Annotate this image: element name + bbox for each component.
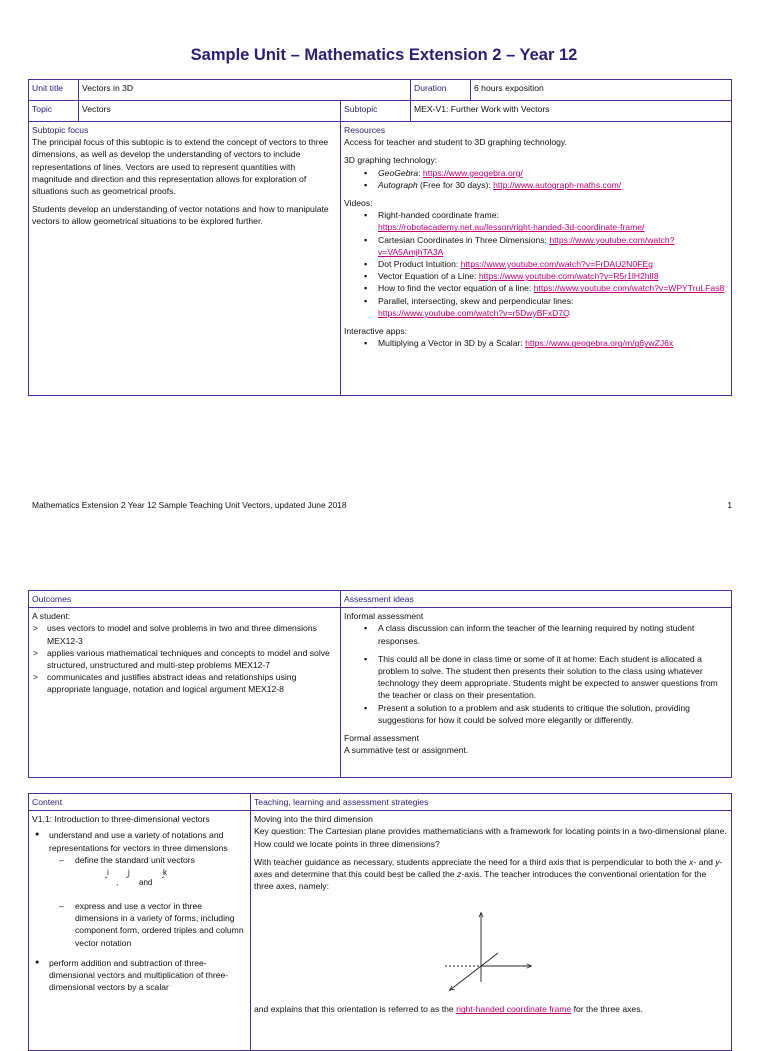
content-sub-1: define the standard unit vectors: [75, 854, 195, 865]
topic-label: Topic: [29, 101, 79, 122]
list-item: [344, 270, 728, 282]
content-section-title: V1.1: Introduction to three-dimensional vectors: [32, 814, 210, 825]
page-footer: [32, 500, 732, 510]
list-item: ▪ A class discussion can inform the teacher of the learning required by noting student responses.: [344, 622, 728, 646]
apps-heading: Interactive apps:: [344, 326, 408, 337]
focus-paragraph-1: The principal focus of this subtopic is to extend the concept of vectors to three dimensions, as well as develop the understanding of vectors to include representations of lines. Vectors are used to represent quantities with magnitude and direction and this representation allows for exploration of situations such as geometrical proofs.: [32, 137, 329, 197]
strategies-heading: Teaching, learning and assessment strategies: [251, 794, 732, 811]
video-label: How to find the vector equation of a line:: [378, 283, 534, 294]
closing-part-a: and explains that this orientation is referred to as the: [254, 1004, 457, 1015]
duration-value: 6 hours exposition: [471, 80, 732, 101]
video-link[interactable]: https://www.youtube.com/watch?v=VA5AmjhTA3A: [378, 234, 675, 257]
unit-title-label: Unit title: [29, 80, 79, 101]
video-link[interactable]: https://www.youtube.com/watch?v=r5DwyBFxD7Q: [378, 307, 570, 318]
graphing-heading: 3D graphing technology:: [344, 155, 438, 166]
list-item: > uses vectors to model and solve problems in two and three dimensions MEX12-3: [32, 622, 337, 646]
informal-list: [344, 622, 728, 726]
list-item: [344, 258, 728, 270]
list-item: ▪ Present a solution to a problem and ask students to critique the solution, providing suggestions for how it could be solved more elegantly or differently.: [344, 702, 728, 726]
list-item: ● perform addition and subtraction of three-dimensional vectors and multiplication of three-dimensional vectors by a scalar: [32, 957, 247, 994]
hat-mark: ˆ: [162, 876, 165, 886]
video-link[interactable]: https://www.youtube.com/watch?v=R5r1lH2hlI8: [478, 271, 659, 282]
document-title: Sample Unit – Mathematics Extension 2 – Year 12: [190, 46, 578, 64]
content-bullet-1: understand and use a variety of notations and representations for vectors in three dimensions: [49, 830, 228, 853]
axes-diagram: [443, 910, 533, 1000]
video-label: Parallel, intersecting, skew and perpendicular lines:: [378, 295, 574, 306]
unit-overview-table: [28, 79, 732, 396]
strategies-sub-heading: Moving into the third dimension: [254, 814, 373, 825]
key-question: Key question: The Cartesian plane provides mathematicians with a framework for locating points in a two-dimensional plane. How could we locate points in three dimensions?: [254, 826, 727, 849]
page-number: 1: [727, 500, 732, 510]
videos-heading: Videos:: [344, 198, 373, 209]
list-item: [344, 179, 728, 191]
informal-heading: Informal assessment: [344, 611, 424, 622]
focus-paragraph-2: Students develop an understanding of vector notations and how to manipulate vectors to allow geometrical situations to be explored further.: [32, 204, 329, 227]
assessment-heading: Assessment ideas: [341, 591, 732, 608]
list-item: [344, 337, 728, 349]
autograph-link[interactable]: http://www.autograph-maths.com/: [493, 179, 622, 190]
graphing-list: [344, 167, 728, 191]
outcomes-intro: A student:: [32, 611, 71, 622]
x-variable: x: [689, 856, 694, 867]
para-part-a: With teacher guidance as necessary, students appreciate the need for a third axis that is perpendicular to both the: [254, 856, 690, 867]
formal-heading: Formal assessment: [344, 733, 419, 744]
list-item: – express and use a vector in three dimensions in a variety of forms, including component form, ordered triples and column vector notation: [49, 900, 247, 949]
unit-vectors: [105, 866, 247, 900]
outcomes-cell: [29, 608, 341, 778]
video-label: Vector Equation of a Line:: [378, 271, 479, 282]
y-variable: y: [715, 856, 720, 867]
and-text: and: [139, 878, 153, 888]
list-item: [49, 854, 247, 900]
list-item: [344, 282, 728, 294]
outcomes-heading: Outcomes: [29, 591, 341, 608]
resources-heading: Resources: [344, 125, 386, 135]
content-list: [32, 829, 247, 993]
closing-part-b: for the three axes.: [571, 1004, 643, 1015]
para-part-b: - and: [693, 856, 716, 867]
content-cell: [29, 811, 251, 1051]
footer-text: Mathematics Extension 2 Year 12 Sample Teaching Unit Vectors, updated June 2018: [32, 500, 347, 510]
unit-vector-j: j: [128, 868, 130, 878]
content-sublist: [49, 854, 247, 949]
subtopic-focus-cell: [29, 122, 341, 396]
video-link[interactable]: https://www.youtube.com/watch?v=FrDAU2N0FEg: [460, 259, 653, 270]
unit-vector-i: i: [107, 868, 109, 878]
list-item: [344, 234, 728, 258]
video-label: Dot Product Intuition:: [378, 259, 461, 270]
geogebra-link[interactable]: https://www.geogebra.org/: [422, 167, 523, 178]
right-handed-frame-link[interactable]: right-handed coordinate frame: [456, 1004, 572, 1015]
videos-list: [344, 209, 728, 319]
video-label: Right-handed coordinate frame:: [378, 210, 499, 221]
hat-mark: ˆ: [126, 876, 129, 886]
outcomes-table: [28, 590, 732, 778]
list-item: ▪ This could all be done in class time or some of it at home: Each student is allocated a problem to solve. The student then presents their solution to the class using whatever technology they deem appropriate. Students might be expected to answer questions from the teacher or class on their presentation.: [344, 653, 728, 702]
resources-access: Access for teacher and student to 3D graphing technology.: [344, 137, 567, 148]
hat-mark: ˆ: [105, 876, 108, 886]
strategies-paragraph: [254, 856, 728, 893]
formal-text: A summative test or assignment.: [344, 745, 469, 756]
topic-value: Vectors: [79, 101, 341, 122]
outcomes-list: [32, 622, 337, 695]
x-axis-line: [450, 953, 498, 990]
duration-label: Duration: [411, 80, 471, 101]
video-label: Cartesian Coordinates in Three Dimensions:: [378, 234, 550, 245]
autograph-note: (Free for 30 days):: [417, 179, 494, 190]
list-item: ▪ GeoGebra: https://www.geogebra.org/: [344, 167, 728, 179]
comma: ,: [116, 878, 119, 888]
video-link[interactable]: https://www.youtube.com/watch?v=WPYTruLFas8: [533, 283, 725, 294]
list-item: > communicates and justifies abstract ideas and relationships using appropriate language, notation and logical argument MEX12-8: [32, 671, 337, 695]
list-item: [344, 295, 728, 319]
para-part-d: -axis. The teacher introduces the conventional orientation for the three axes, namely:: [254, 869, 707, 892]
app-label: Multiplying a Vector in 3D by a Scalar:: [378, 338, 526, 349]
para-part-c: -axes and determine that this could best be called the: [254, 856, 723, 880]
app-link[interactable]: https://www.geogebra.org/m/g6ywZJ6x: [525, 338, 674, 349]
apps-list: [344, 337, 728, 349]
resources-cell: [341, 122, 732, 396]
subtopic-focus-heading: Subtopic focus: [32, 125, 89, 135]
subtopic-label: Subtopic: [341, 101, 411, 122]
geogebra-name: GeoGebra: [378, 167, 419, 178]
autograph-name: Autograph: [378, 179, 418, 190]
content-heading: Content: [29, 794, 251, 811]
subtopic-value: MEX-V1: Further Work with Vectors: [411, 101, 732, 122]
z-variable: z: [457, 869, 462, 880]
list-item: [32, 829, 247, 948]
unit-title-value: Vectors in 3D: [79, 80, 411, 101]
unit-vector-k: k: [163, 868, 167, 878]
content-table: [28, 793, 732, 1051]
video-link[interactable]: https://robotacademy.net.au/lesson/right-handed-3d-coordinate-frame/: [378, 222, 645, 233]
list-item: [344, 209, 728, 233]
list-item: > applies various mathematical techniques and concepts to model and solve structured, unstructured and multi-step problems MEX12-7: [32, 647, 337, 671]
closing-line: [254, 1003, 728, 1015]
assessment-cell: [341, 608, 732, 778]
